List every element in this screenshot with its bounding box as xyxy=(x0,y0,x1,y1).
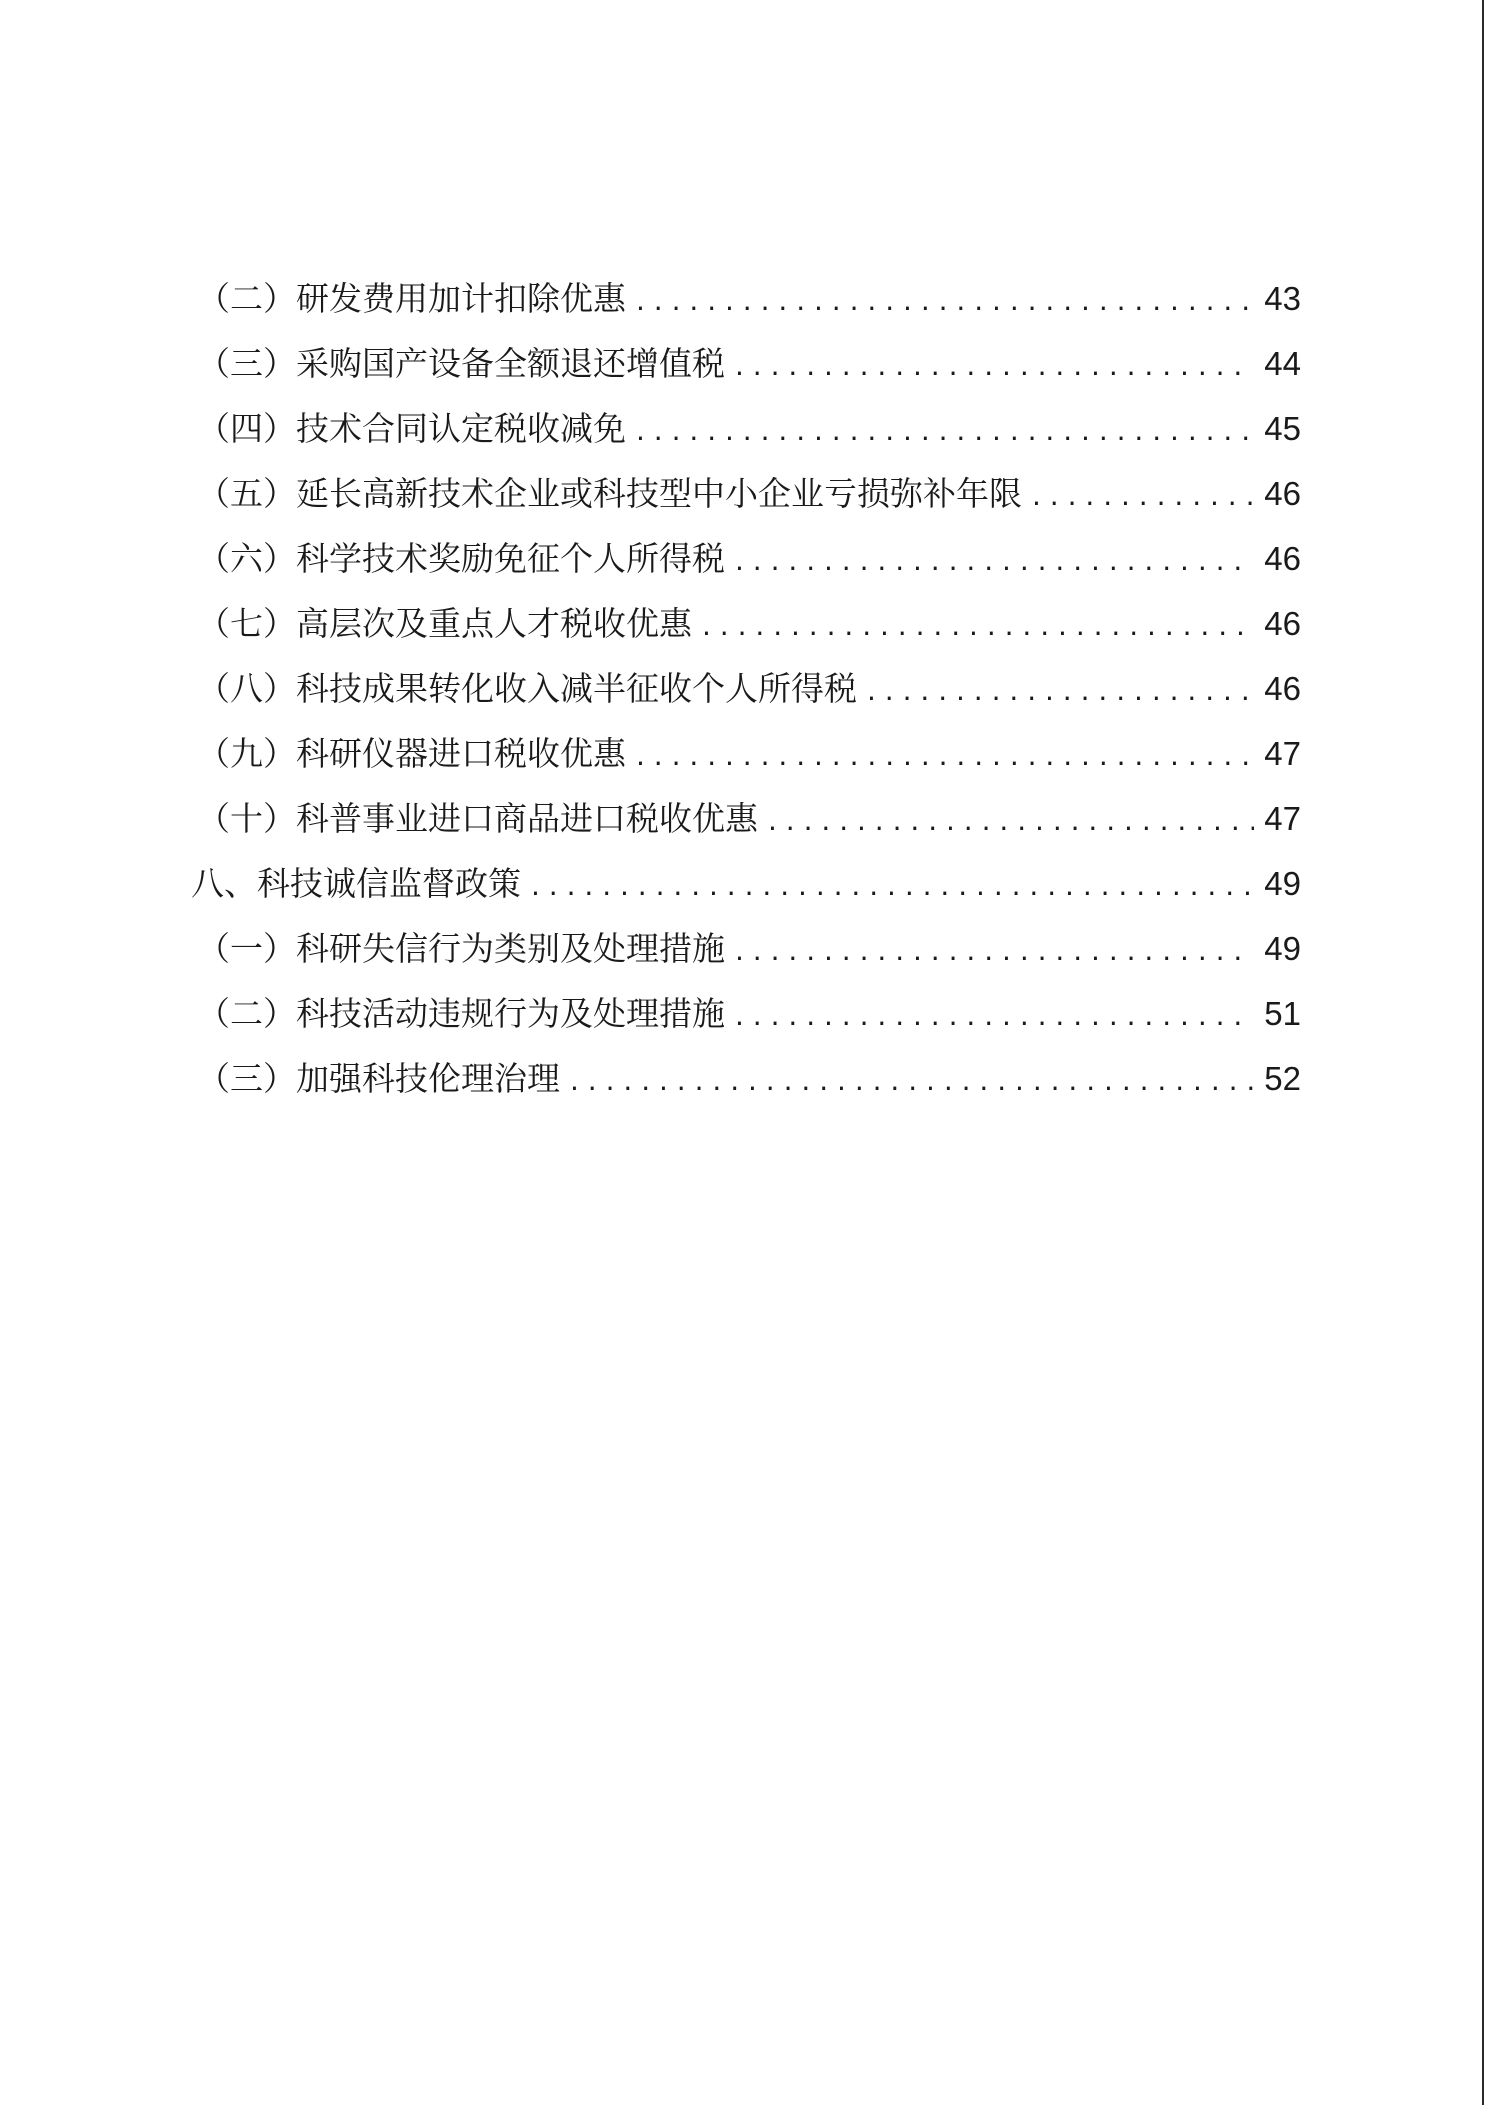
toc-page-number: 52 xyxy=(1264,1060,1301,1097)
toc-dot-leader xyxy=(636,398,1254,463)
toc-page-number: 49 xyxy=(1264,930,1301,967)
toc-page-number: 46 xyxy=(1264,670,1301,707)
toc-page-number: 46 xyxy=(1264,605,1301,642)
toc-dot-leader xyxy=(867,658,1254,723)
toc-page-number: 47 xyxy=(1264,735,1301,772)
toc-entry-label: （十）科普事业进口商品进口税收优惠 xyxy=(197,799,758,838)
toc-entry[interactable] xyxy=(197,721,1301,786)
toc-entry-label: （三）采购国产设备全额退还增值税 xyxy=(197,344,725,383)
toc-page-number: 45 xyxy=(1264,410,1301,447)
toc-entry[interactable] xyxy=(197,656,1301,721)
toc-entry-label: （三）加强科技伦理治理 xyxy=(197,1059,560,1098)
toc-entry-label: （二）研发费用加计扣除优惠 xyxy=(197,279,626,318)
page-edge-line xyxy=(1482,0,1484,2105)
toc-entry[interactable] xyxy=(197,916,1301,981)
toc-entry-label: （七）高层次及重点人才税收优惠 xyxy=(197,604,692,643)
toc-dot-leader xyxy=(735,983,1254,1048)
toc-entry-label: （二）科技活动违规行为及处理措施 xyxy=(197,994,725,1033)
toc-dot-leader xyxy=(636,723,1254,788)
toc-entry-label: （四）技术合同认定税收减免 xyxy=(197,409,626,448)
toc-entry[interactable] xyxy=(197,396,1301,461)
toc-entry[interactable] xyxy=(197,1046,1301,1111)
toc-entry[interactable] xyxy=(197,331,1301,396)
toc-entry-label: （九）科研仪器进口税收优惠 xyxy=(197,734,626,773)
toc-dot-leader xyxy=(570,1048,1254,1113)
table-of-contents xyxy=(191,266,1301,1111)
toc-entry-label: 八、科技诚信监督政策 xyxy=(191,864,521,903)
toc-dot-leader xyxy=(531,853,1254,918)
toc-dot-leader xyxy=(735,333,1254,398)
toc-page-number: 46 xyxy=(1264,540,1301,577)
toc-entry-label: （五）延长高新技术企业或科技型中小企业亏损弥补年限 xyxy=(197,474,1022,513)
toc-page-number: 43 xyxy=(1264,280,1301,317)
toc-dot-leader xyxy=(735,528,1254,593)
toc-page-number: 47 xyxy=(1264,800,1301,837)
toc-entry[interactable] xyxy=(197,786,1301,851)
toc-entry[interactable] xyxy=(197,526,1301,591)
toc-dot-leader xyxy=(636,268,1254,333)
toc-entry[interactable] xyxy=(197,981,1301,1046)
toc-section-entry[interactable] xyxy=(191,851,1301,916)
toc-entry[interactable] xyxy=(197,591,1301,656)
toc-entry-label: （一）科研失信行为类别及处理措施 xyxy=(197,929,725,968)
toc-page-number: 49 xyxy=(1264,865,1301,902)
toc-dot-leader xyxy=(768,788,1254,853)
toc-dot-leader xyxy=(702,593,1254,658)
toc-entry[interactable] xyxy=(197,266,1301,331)
toc-page-number: 44 xyxy=(1264,345,1301,382)
toc-page-number: 46 xyxy=(1264,475,1301,512)
toc-dot-leader xyxy=(1032,463,1254,528)
toc-entry-label: （六）科学技术奖励免征个人所得税 xyxy=(197,539,725,578)
toc-dot-leader xyxy=(735,918,1254,983)
toc-page-number: 51 xyxy=(1264,995,1301,1032)
toc-entry-label: （八）科技成果转化收入减半征收个人所得税 xyxy=(197,669,857,708)
toc-entry[interactable] xyxy=(197,461,1301,526)
